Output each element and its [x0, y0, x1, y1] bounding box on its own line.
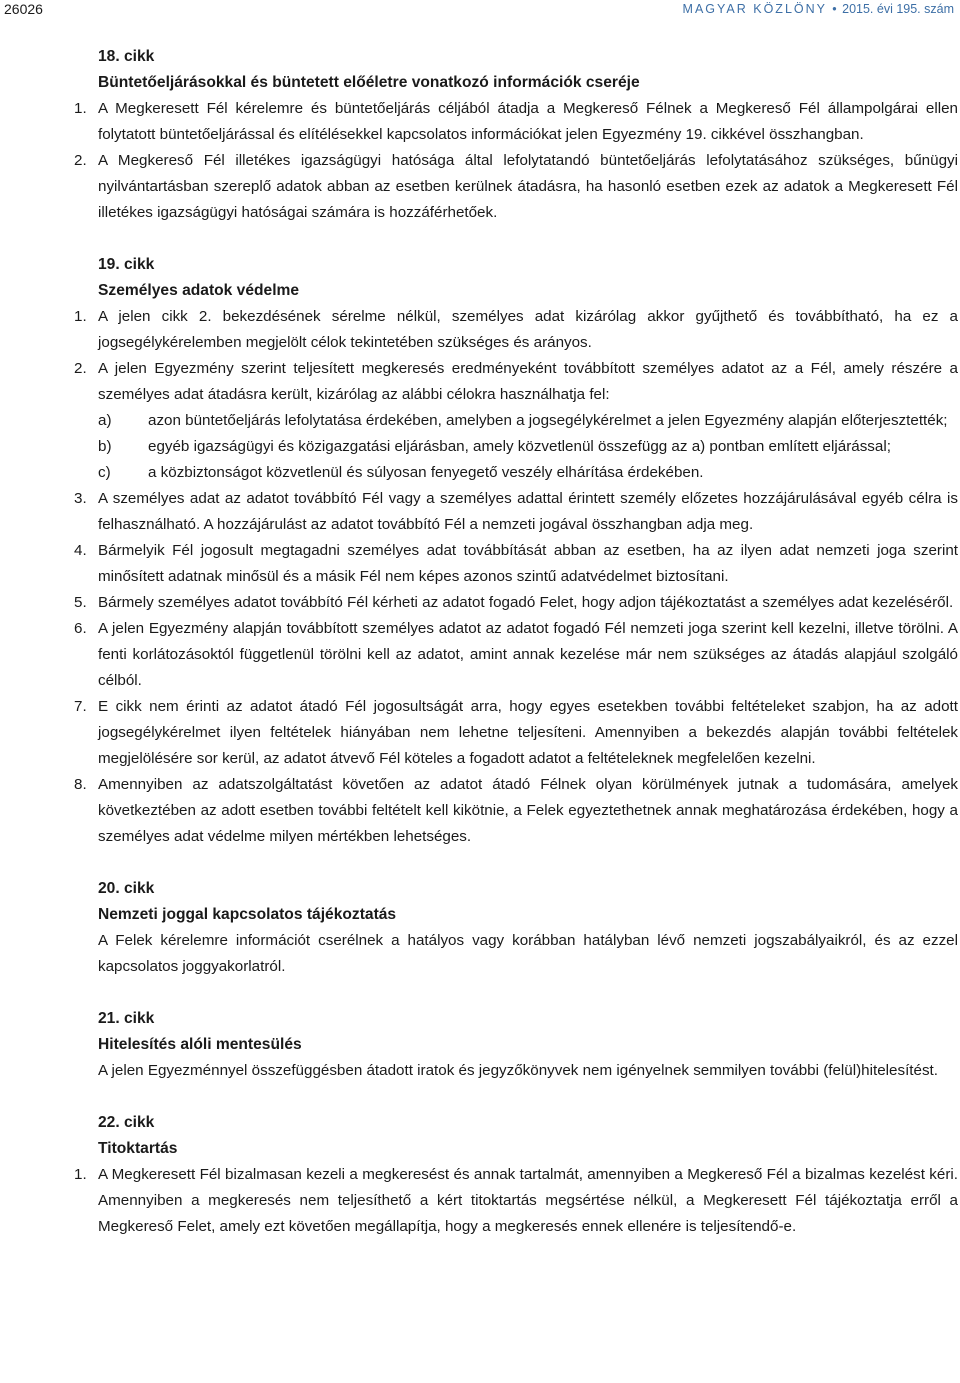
- issue-label: 2015. évi 195. szám: [842, 2, 954, 16]
- paragraph-text: E cikk nem érinti az adatot átadó Fél jogosultságát arra, hogy egyes esetekben további feltételeket szabjon, ha az adott jogsegélykérelmet ilyen feltételek hiányában nem lehetne teljesíteni. Amennyiben a bekezdés alapján további feltételek megjelölésére sor kerül, az adatot átvevő Fél köteles a fogadott adatot a feltételeknek megfelelően kezelni.: [98, 698, 958, 767]
- article-number: 19. cikk: [98, 256, 155, 273]
- publication-name: MAGYAR KÖZLÖNY: [682, 2, 827, 16]
- article-title: Nemzeti joggal kapcsolatos tájékoztatás: [98, 906, 397, 923]
- paragraph-number: 2.: [74, 152, 87, 169]
- paragraph: [74, 148, 958, 226]
- paragraph-number: 7.: [74, 698, 87, 715]
- paragraph: [74, 538, 958, 590]
- paragraph-number: 4.: [74, 542, 87, 559]
- paragraph-number: 3.: [74, 490, 87, 507]
- article-title: Személyes adatok védelme: [98, 282, 300, 299]
- paragraph-number: 5.: [74, 594, 87, 611]
- paragraph: [74, 694, 958, 772]
- paragraph-number: 1.: [74, 1166, 87, 1183]
- list-item: [74, 434, 958, 460]
- paragraph-number: 2.: [74, 360, 87, 377]
- article-21: [74, 1006, 958, 1084]
- paragraph: [74, 616, 958, 694]
- paragraph-number: 8.: [74, 776, 87, 793]
- paragraph: [74, 96, 958, 148]
- document-body: [74, 44, 958, 1240]
- article-title: Hitelesítés alóli mentesülés: [98, 1036, 302, 1053]
- list-item: [74, 408, 958, 434]
- paragraph: [74, 356, 958, 408]
- paragraph: [74, 486, 958, 538]
- item-text: a közbiztonságot közvetlenül és súlyosan fenyegető veszély elhárítása érdekében.: [148, 464, 704, 481]
- paragraph: [74, 772, 958, 850]
- running-title: [683, 2, 954, 16]
- page-number: 26026: [4, 1, 43, 17]
- article-18: [74, 44, 958, 226]
- paragraph-text: A jelen Egyezmény alapján továbbított személyes adatot az adatot fogadó Fél nemzeti joga szerint kell kezelni, illetve törölni. A fenti korlátozásoktól függetlenül törölni kell az adatot, amint annak kezelése már nem szükséges az átadás alapjául szolgáló célból.: [98, 620, 958, 689]
- paragraph-text: Bármelyik Fél jogosult megtagadni személyes adat továbbítását abban az esetben, ha az ilyen adat nemzeti joga szerint minősített adatnak minősül és a másik Fél nem képes azonos szintű adatvédelmet biztosítani.: [98, 542, 958, 585]
- paragraph-text: A személyes adat az adatot továbbító Fél vagy a személyes adattal érintett személy előzetes hozzájárulásával egyéb célra is felhasználható. A hozzájárulást az adatot továbbító Fél a nemzeti jogával összhangban adja meg.: [98, 490, 958, 533]
- article-20: [74, 876, 958, 980]
- paragraph-text: A jelen cikk 2. bekezdésének sérelme nélkül, személyes adat kizárólag akkor gyűjthető és továbbítható, ha ez a jogsegélykérelemben megjelölt célok tekintetében szükséges és arányos.: [98, 308, 958, 351]
- paragraph-text: A jelen Egyezmény szerint teljesített megkeresés eredményeként továbbított személyes adatot az a Fél, amely részére a személyes adat átadásra került, kizárólag az alábbi célokra használhatja fel:: [98, 360, 958, 403]
- paragraph: [74, 590, 958, 616]
- paragraph-text: Amennyiben az adatszolgáltatást követően az adatot átadó Félnek olyan körülmények jutnak a tudomására, amelyek következtében az adott esetben további feltételt kell kikötnie, a Felek egyeztethetnek annak meghatározása érdekében, hogy a személyes adat védelme milyen mértékben lehetséges.: [98, 776, 958, 845]
- title-bullet: •: [832, 2, 837, 16]
- paragraph-text: A Megkeresett Fél kérelemre és büntetőeljárás céljából átadja a Megkereső Félnek a Megkereső Fél állampolgárai ellen folytatott büntetőeljárással és elítélésekkel kapcsolatos információkat jelen Egyezmény 19. cikkével összhangban.: [98, 100, 958, 143]
- article-title: Büntetőeljárásokkal és büntetett előéletre vonatkozó információk cseréje: [98, 74, 640, 91]
- article-text: A Felek kérelemre információt cserélnek a hatályos vagy korábban hatályban lévő nemzeti jogszabályaikról, és az ezzel kapcsolatos joggyakorlatról.: [98, 932, 958, 975]
- paragraph: [74, 304, 958, 356]
- paragraph-number: 6.: [74, 620, 87, 637]
- item-label: a): [98, 412, 112, 429]
- item-text: egyéb igazságügyi és közigazgatási eljárásban, amely közvetlenül összefügg az a) pontban említett eljárással;: [148, 438, 891, 455]
- article-number: 18. cikk: [98, 48, 155, 65]
- item-label: c): [98, 464, 111, 481]
- paragraph: [74, 1162, 958, 1240]
- article-text: A jelen Egyezménnyel összefüggésben átadott iratok és jegyzőkönyvek nem igényelnek semmilyen további (felül)hitelesítést.: [98, 1062, 938, 1079]
- paragraph-text: Bármely személyes adatot továbbító Fél kérheti az adatot fogadó Felet, hogy adjon tájékoztatást a személyes adat kezeléséről.: [98, 594, 954, 611]
- item-text: azon büntetőeljárás lefolytatása érdekében, amelyben a jogsegélykérelmet a jelen Egyezmény alapján előterjesztették;: [148, 412, 948, 429]
- item-label: b): [98, 438, 112, 455]
- page-header: [0, 0, 960, 22]
- article-number: 22. cikk: [98, 1114, 155, 1131]
- article-19: [74, 252, 958, 850]
- paragraph-text: A Megkereső Fél illetékes igazságügyi hatósága által lefolytatandó büntetőeljárás lefolytatásához szükséges, bűnügyi nyilvántartásban szereplő adatok abban az esetben kerülnek átadásra, ha hasonló esetben ezek az adatok a Megkeresett Fél illetékes igazságügyi hatóságai számára is hozzáférhetőek.: [98, 152, 958, 221]
- paragraph-number: 1.: [74, 100, 87, 117]
- article-number: 21. cikk: [98, 1010, 155, 1027]
- article-number: 20. cikk: [98, 880, 155, 897]
- article-title: Titoktartás: [98, 1140, 178, 1157]
- list-item: [74, 460, 958, 486]
- paragraph-text: A Megkeresett Fél bizalmasan kezeli a megkeresést és annak tartalmát, amennyiben a Megkereső Fél a bizalmas kezelést kéri. Amennyiben a megkeresés nem teljesíthető a kért titoktartás megsértése nélkül, a Megkeresett Fél tájékoztatja erről a Megkereső Felet, amely ezt követően megállapítja, hogy a megkeresés ennek ellenére is teljesítendő-e.: [98, 1166, 958, 1235]
- article-22: [74, 1110, 958, 1240]
- paragraph-number: 1.: [74, 308, 87, 325]
